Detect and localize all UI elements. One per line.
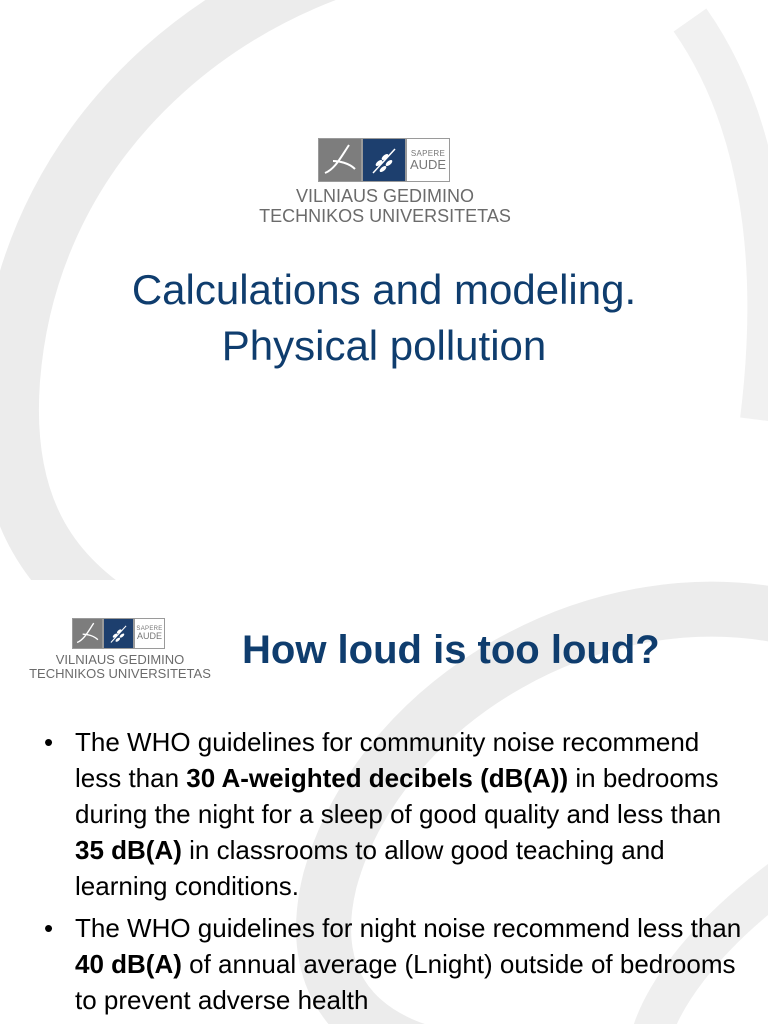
bullet-emphasis: 40 dB(A) (75, 949, 182, 979)
laurel-branch-icon (103, 618, 134, 649)
bullet-text: of annual average (Lnight) outside of bedrooms to prevent adverse health (75, 949, 736, 1015)
bullet-list (42, 724, 742, 1024)
slide-title (0, 262, 768, 374)
alpha-script-icon (318, 138, 362, 182)
university-logo (240, 138, 530, 228)
aude-text: AUDE (409, 156, 447, 172)
logo-line2: TECHNIKOS UNIVERSITETAS (259, 206, 511, 226)
aude-text: AUDE (136, 631, 162, 641)
slide-title-line1: Calculations and modeling. (131, 266, 637, 313)
alpha-script-icon (72, 618, 103, 649)
bullet-emphasis: 30 A-weighted decibels (dB(A)) (186, 763, 569, 793)
logo-line1: VILNIAUS GEDIMINO (55, 652, 185, 667)
slide-heading: How loud is too loud? (242, 628, 660, 672)
sapere-text: SAPERE (410, 148, 446, 158)
sapere-aude-box (406, 138, 450, 182)
bullet-item (42, 910, 742, 1018)
bullet-item (42, 724, 742, 904)
bullet-text: The WHO guidelines for community noise recommend less than (75, 727, 700, 793)
logo-emblem (72, 618, 165, 649)
sapere-aude-box (134, 618, 165, 649)
logo-line2: TECHNIKOS UNIVERSITETAS (29, 666, 211, 681)
bullet-marker: • (44, 727, 54, 757)
logo-line1: VILNIAUS GEDIMINO (295, 186, 475, 206)
sapere-text: SAPERE (136, 626, 163, 632)
bullet-marker: • (44, 913, 54, 943)
slide-title-line2: Physical pollution (221, 322, 547, 369)
logo-emblem (318, 138, 450, 182)
bullet-text: in bedrooms during the night for a sleep of good quality and less than (75, 763, 722, 829)
bullet-text: in classrooms to allow good teaching and learning conditions. (75, 835, 665, 901)
university-logo-small (20, 618, 220, 688)
laurel-branch-icon (362, 138, 406, 182)
content-slide (0, 580, 768, 1024)
bullet-emphasis: 35 dB(A) (75, 835, 182, 865)
bullet-text: The WHO guidelines for night noise recommend less than (75, 913, 742, 943)
